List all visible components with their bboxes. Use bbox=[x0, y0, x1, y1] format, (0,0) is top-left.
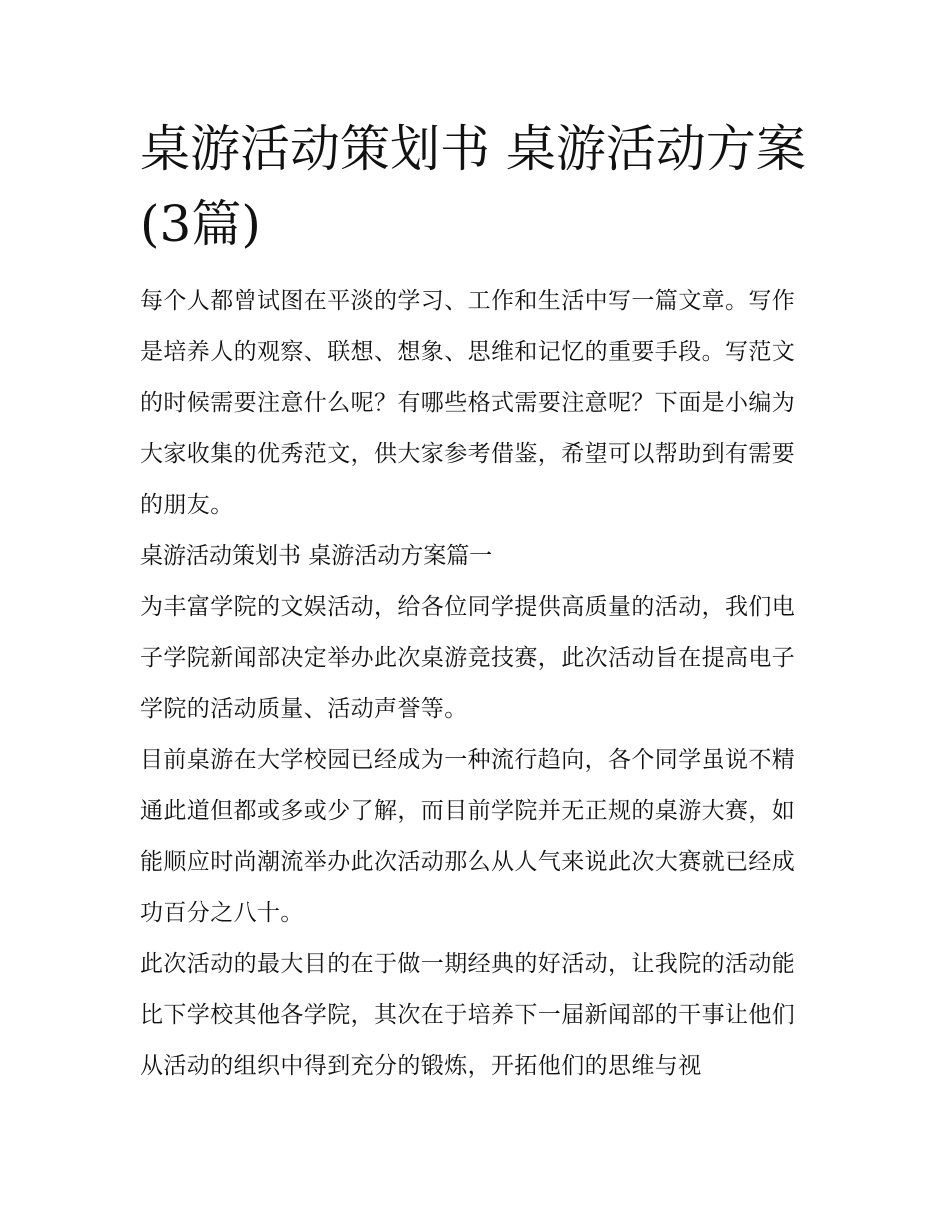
body-paragraph-1: 为丰富学院的文娱活动，给各位同学提供高质量的活动，我们电子学院新闻部决定举办此次桌游竞技赛，此次活动旨在提高电子学院的活动质量、活动声誉等。 bbox=[140, 594, 796, 722]
section-heading: 桌游活动策划书 桌游活动方案篇一 bbox=[140, 543, 493, 569]
body-paragraph-2: 目前桌游在大学校园已经成为一种流行趋向，各个同学虽说不精通此道但都或多或少了解，而目前学院并无正规的桌游大赛，如能顺应时尚潮流举办此次活动那么从人气来说此次大赛就已经成功百分之八十。 bbox=[140, 747, 796, 926]
document-body bbox=[140, 112, 812, 1092]
intro-paragraph: 每个人都曾试图在平淡的学习、工作和生活中写一篇文章。写作是培养人的观察、联想、想象、思维和记忆的重要手段。写范文的时候需要注意什么呢？有哪些格式需要注意呢？下面是小编为大家收集的优秀范文，供大家参考借鉴，希望可以帮助到有需要的朋友。 bbox=[140, 288, 796, 518]
document-title: 桌游活动策划书 桌游活动方案(3篇) bbox=[140, 120, 806, 253]
body-paragraph-3: 此次活动的最大目的在于做一期经典的好活动，让我院的活动能比下学校其他各学院，其次在于培养下一届新闻部的干事让他们从活动的组织中得到充分的锻炼，开拓他们的思维与视 bbox=[140, 951, 796, 1079]
